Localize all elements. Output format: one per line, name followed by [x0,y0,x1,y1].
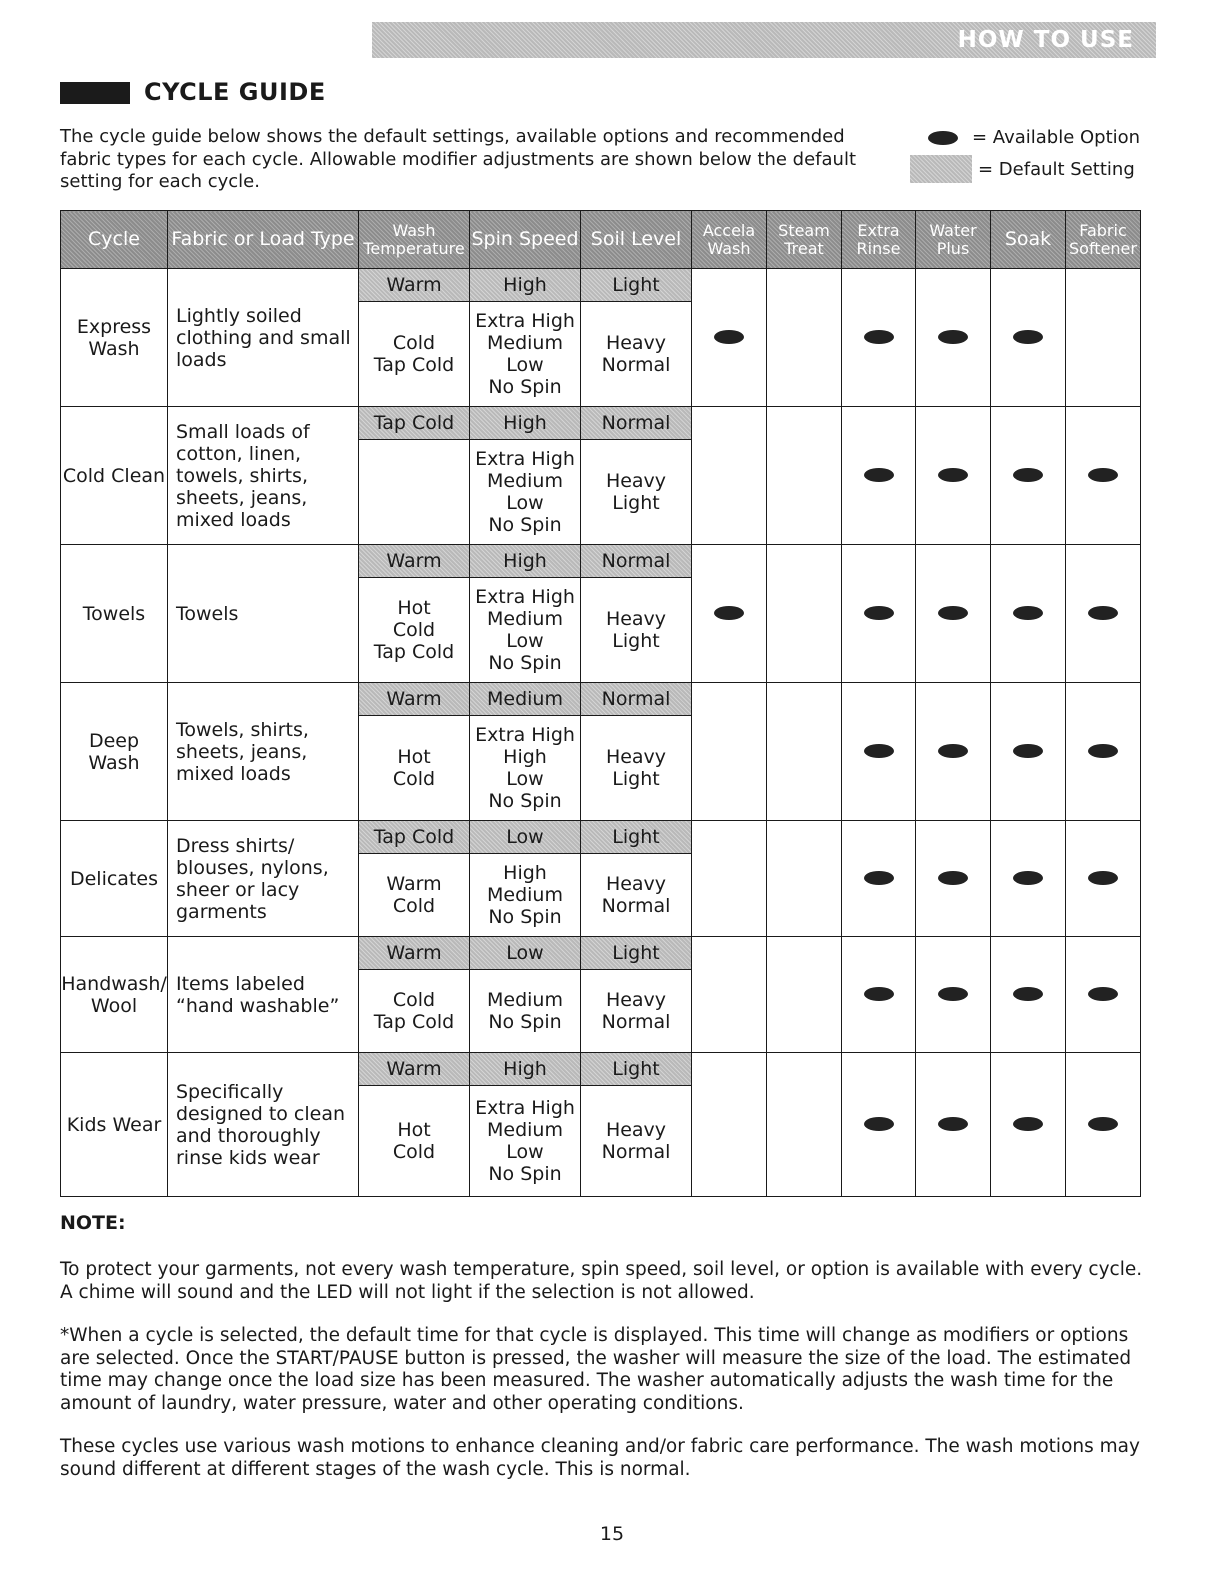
wash-temperature-options [359,716,469,820]
spin-speed-option: Low [506,1141,544,1163]
spin-speed-options [470,440,580,544]
soil-level-option: Normal [601,895,671,917]
spin-speed-option: No Spin [488,514,562,536]
wash-temperature-option: Cold [392,619,436,641]
available-option-dot-icon [1088,871,1118,885]
note-paragraph: These cycles use various wash motions to enhance cleaning and/or fabric care performance. The wash motions may sound different at different stages of the wash cycle. This is normal. [60,1436,1140,1480]
spin-speed-cell [470,269,581,407]
soil-level-option: Heavy [605,746,667,768]
soil-level-default: Light [581,821,691,854]
wash-temperature-option: Tap Cold [373,641,455,663]
soil-level-stack [581,407,691,544]
option-water-cell [916,545,991,683]
load-type: Lightly soiled clothing and small loads [168,269,359,407]
spin-speed-cell [470,821,581,937]
wash-temperature-stack [359,407,469,544]
available-option-dot-icon [1088,1117,1118,1131]
spin-speed-option: Extra High [475,310,575,332]
spin-speed-option: Medium [487,884,563,906]
wash-temperature-cell [359,407,470,545]
soil-level-options [581,440,691,544]
wash-temperature-default: Warm [359,545,469,578]
table-row [61,1053,1141,1197]
spin-speed-stack [470,1053,580,1196]
soil-level-default: Normal [581,683,691,716]
spin-speed-option: Medium [487,470,563,492]
option-accela-cell [692,545,767,683]
wash-temperature-option: Cold [392,768,436,790]
spin-speed-option: Low [506,630,544,652]
soil-level-default: Normal [581,407,691,440]
option-accela-cell [692,937,767,1053]
legend-available-label: = Available Option [972,127,1141,148]
spin-speed-options [470,970,580,1052]
available-option-dot-icon [1088,468,1118,482]
wash-temperature-default: Warm [359,683,469,716]
available-option-dot-icon [864,987,894,1001]
soil-level-default: Normal [581,545,691,578]
soil-level-options [581,970,691,1052]
soil-level-cell [581,407,692,545]
option-water-cell [916,407,991,545]
spin-speed-options [470,716,580,820]
section-banner [372,22,1156,58]
option-water-cell [916,269,991,407]
option-accela-cell [692,821,767,937]
available-option-dot-icon [864,330,894,344]
wash-temperature-options [359,970,469,1052]
option-rinse-cell [842,269,916,407]
option-steam-cell [767,821,842,937]
available-option-dot-icon [864,468,894,482]
option-soak-cell [991,683,1066,821]
option-water-cell [916,821,991,937]
option-steam-cell [767,545,842,683]
header-accela-wash: Accela Wash [692,211,767,269]
available-option-dot-icon [938,606,968,620]
wash-temperature-default: Tap Cold [359,821,469,854]
option-softener-cell [1066,545,1141,683]
soil-level-stack [581,821,691,936]
spin-speed-option: Low [506,492,544,514]
soil-level-options [581,1086,691,1196]
header-spin-speed: Spin Speed [470,211,581,269]
spin-speed-default: Medium [470,683,580,716]
soil-level-cell [581,545,692,683]
wash-temperature-cell [359,821,470,937]
wash-temperature-option: Cold [392,1141,436,1163]
page-title: CYCLE GUIDE [144,78,326,106]
spin-speed-stack [470,269,580,406]
soil-level-option: Normal [601,1011,671,1033]
table-row [61,821,1141,937]
spin-speed-option: Medium [487,1119,563,1141]
soil-level-stack [581,937,691,1052]
wash-temperature-stack [359,545,469,682]
option-steam-cell [767,407,842,545]
load-type: Items labeled “hand washable” [168,937,359,1053]
spin-speed-options [470,578,580,682]
spin-speed-option: Extra High [475,1097,575,1119]
soil-level-cell [581,937,692,1053]
page-number: 15 [599,1523,625,1545]
option-steam-cell [767,683,842,821]
option-softener-cell [1066,937,1141,1053]
available-option-dot-icon [938,744,968,758]
wash-temperature-option: Cold [392,332,436,354]
soil-level-option: Heavy [605,989,667,1011]
spin-speed-cell [470,545,581,683]
wash-temperature-default: Tap Cold [359,407,469,440]
cycle-name: Cold Clean [61,407,168,545]
option-steam-cell [767,269,842,407]
soil-level-option: Heavy [605,608,667,630]
option-soak-cell [991,269,1066,407]
spin-speed-option: Medium [487,989,563,1011]
option-soak-cell [991,545,1066,683]
soil-level-stack [581,545,691,682]
soil-level-cell [581,269,692,407]
spin-speed-options [470,1086,580,1196]
soil-level-option: Light [612,492,660,514]
header-cycle: Cycle [61,211,168,269]
wash-temperature-stack [359,683,469,820]
wash-temperature-cell [359,683,470,821]
table-row [61,683,1141,821]
spin-speed-stack [470,545,580,682]
spin-speed-stack [470,937,580,1052]
spin-speed-option: No Spin [488,790,562,812]
spin-speed-stack [470,407,580,544]
option-softener-cell [1066,821,1141,937]
wash-temperature-stack [359,1053,469,1196]
spin-speed-default: Low [470,937,580,970]
table-row [61,269,1141,407]
soil-level-stack [581,269,691,406]
soil-level-options [581,302,691,406]
header-soak: Soak [991,211,1066,269]
wash-temperature-cell [359,1053,470,1197]
spin-speed-default: High [470,1053,580,1086]
load-type: Towels [168,545,359,683]
soil-level-options [581,854,691,936]
spin-speed-stack [470,821,580,936]
note-paragraph: To protect your garments, not every wash temperature, spin speed, soil level, or option is available with every cycle. A chime will sound and the LED will not light if the selection is not allowed. [60,1259,1143,1303]
soil-level-default: Light [581,269,691,302]
option-rinse-cell [842,937,916,1053]
cycle-name: Handwash/ Wool [61,937,168,1053]
soil-level-option: Heavy [605,873,667,895]
available-option-dot-icon [864,744,894,758]
option-softener-cell [1066,269,1141,407]
note-heading: NOTE: [60,1212,126,1234]
spin-speed-default: High [470,545,580,578]
soil-level-option: Heavy [605,470,667,492]
available-option-dot-icon [1013,744,1043,758]
header-fabric: Fabric or Load Type [168,211,359,269]
header-steam-treat: Steam Treat [767,211,842,269]
spin-speed-option: No Spin [488,376,562,398]
spin-speed-option: No Spin [488,652,562,674]
soil-level-option: Light [612,630,660,652]
spin-speed-cell [470,1053,581,1197]
table-row [61,937,1141,1053]
soil-level-options [581,578,691,682]
wash-temperature-cell [359,269,470,407]
title-marker-block [60,82,130,104]
spin-speed-option: No Spin [488,906,562,928]
soil-level-cell [581,821,692,937]
available-option-dot-icon [1013,1117,1043,1131]
available-option-dot-icon [938,1117,968,1131]
wash-temperature-option: Hot [397,1119,431,1141]
soil-level-stack [581,1053,691,1196]
option-rinse-cell [842,407,916,545]
intro-text: The cycle guide below shows the default settings, available options and recommended fabric types for each cycle. Allowable modifier adjustments are shown below the default setting for each cycle. [60,126,857,192]
option-softener-cell [1066,407,1141,545]
available-option-dot-icon [938,330,968,344]
soil-level-stack [581,683,691,820]
legend-default [910,155,1135,183]
wash-temperature-stack [359,937,469,1052]
available-option-dot-icon [938,468,968,482]
spin-speed-cell [470,683,581,821]
wash-temperature-option: Tap Cold [373,354,455,376]
option-water-cell [916,1053,991,1197]
cycle-name: Kids Wear [61,1053,168,1197]
available-option-dot-icon [938,987,968,1001]
option-rinse-cell [842,821,916,937]
option-water-cell [916,683,991,821]
spin-speed-option: Medium [487,608,563,630]
spin-speed-option: Low [506,354,544,376]
spin-speed-options [470,302,580,406]
available-option-dot-icon [1088,606,1118,620]
wash-temperature-stack [359,269,469,406]
spin-speed-cell [470,407,581,545]
available-option-dot-icon [864,606,894,620]
option-rinse-cell [842,545,916,683]
spin-speed-default: Low [470,821,580,854]
spin-speed-cell [470,937,581,1053]
option-accela-cell [692,407,767,545]
header-extra-rinse: Extra Rinse [842,211,916,269]
wash-temperature-cell [359,545,470,683]
available-option-dot-icon [1013,468,1043,482]
spin-speed-option: High [503,862,547,884]
option-steam-cell [767,1053,842,1197]
spin-speed-stack [470,683,580,820]
soil-level-option: Heavy [605,1119,667,1141]
option-softener-cell [1066,683,1141,821]
wash-temperature-option: Cold [392,989,436,1011]
soil-level-option: Heavy [605,332,667,354]
available-option-dot-icon [714,330,744,344]
wash-temperature-default: Warm [359,1053,469,1086]
default-setting-swatch-icon [910,155,972,183]
option-rinse-cell [842,683,916,821]
wash-temperature-option: Tap Cold [373,1011,455,1033]
cycle-name: Towels [61,545,168,683]
spin-speed-option: Medium [487,332,563,354]
soil-level-options [581,716,691,820]
spin-speed-option: No Spin [488,1011,562,1033]
soil-level-option: Normal [601,1141,671,1163]
option-accela-cell [692,1053,767,1197]
legend-available [910,127,1140,148]
spin-speed-option: Extra High [475,724,575,746]
wash-temperature-options [359,854,469,936]
soil-level-default: Light [581,937,691,970]
banner-label: HOW TO USE [957,27,1134,53]
option-soak-cell [991,1053,1066,1197]
available-option-dot-icon [1013,606,1043,620]
available-option-dot-icon [928,131,958,145]
spin-speed-default: High [470,269,580,302]
load-type: Dress shirts/ blouses, nylons, sheer or lacy garments [168,821,359,937]
option-water-cell [916,937,991,1053]
option-accela-cell [692,683,767,821]
header-water-plus: Water Plus [916,211,991,269]
option-soak-cell [991,821,1066,937]
wash-temperature-options [359,1086,469,1196]
available-option-dot-icon [1013,330,1043,344]
available-option-dot-icon [1013,987,1043,1001]
wash-temperature-option: Hot [397,746,431,768]
load-type: Towels, shirts, sheets, jeans, mixed loads [168,683,359,821]
wash-temperature-options [359,578,469,682]
wash-temperature-default: Warm [359,937,469,970]
available-option-dot-icon [864,1117,894,1131]
spin-speed-options [470,854,580,936]
soil-level-cell [581,1053,692,1197]
soil-level-option: Normal [601,354,671,376]
wash-temperature-options [359,302,469,406]
wash-temperature-option: Warm [386,873,442,895]
header-fabric-softener: Fabric Softener [1066,211,1141,269]
table-header-row [61,211,1141,269]
cycle-guide-table [60,210,1141,1197]
spin-speed-option: No Spin [488,1163,562,1185]
available-option-dot-icon [714,606,744,620]
spin-speed-option: Extra High [475,448,575,470]
wash-temperature-cell [359,937,470,1053]
option-rinse-cell [842,1053,916,1197]
available-option-dot-icon [1088,744,1118,758]
load-type: Specifically designed to clean and thoroughly rinse kids wear [168,1053,359,1197]
note-paragraph: *When a cycle is selected, the default time for that cycle is displayed. This time will change as modifiers or options are selected. Once the START/PAUSE button is pressed, the washer will measure the size of the load. The estimated time may change once the load size has been measured. The washer automatically adjusts the wash time for the amount of laundry, water pressure, water and other operating conditions. [60,1325,1132,1414]
wash-temperature-stack [359,821,469,936]
load-type: Small loads of cotton, linen, towels, shirts, sheets, jeans, mixed loads [168,407,359,545]
available-option-dot-icon [864,871,894,885]
option-soak-cell [991,407,1066,545]
header-soil-level: Soil Level [581,211,692,269]
cycle-name: Deep Wash [61,683,168,821]
table-row [61,407,1141,545]
legend-default-label: = Default Setting [978,158,1135,180]
wash-temperature-default: Warm [359,269,469,302]
available-option-dot-icon [1013,871,1043,885]
wash-temperature-options [359,440,469,544]
option-accela-cell [692,269,767,407]
available-option-dot-icon [938,871,968,885]
header-wash-temperature: Wash Temperature [359,211,470,269]
option-softener-cell [1066,1053,1141,1197]
spin-speed-option: High [503,746,547,768]
option-soak-cell [991,937,1066,1053]
available-option-dot-icon [1088,987,1118,1001]
soil-level-default: Light [581,1053,691,1086]
option-steam-cell [767,937,842,1053]
spin-speed-default: High [470,407,580,440]
wash-temperature-option: Cold [392,895,436,917]
soil-level-cell [581,683,692,821]
cycle-name: Express Wash [61,269,168,407]
table-row [61,545,1141,683]
spin-speed-option: Extra High [475,586,575,608]
spin-speed-option: Low [506,768,544,790]
wash-temperature-option: Hot [397,597,431,619]
cycle-name: Delicates [61,821,168,937]
soil-level-option: Light [612,768,660,790]
